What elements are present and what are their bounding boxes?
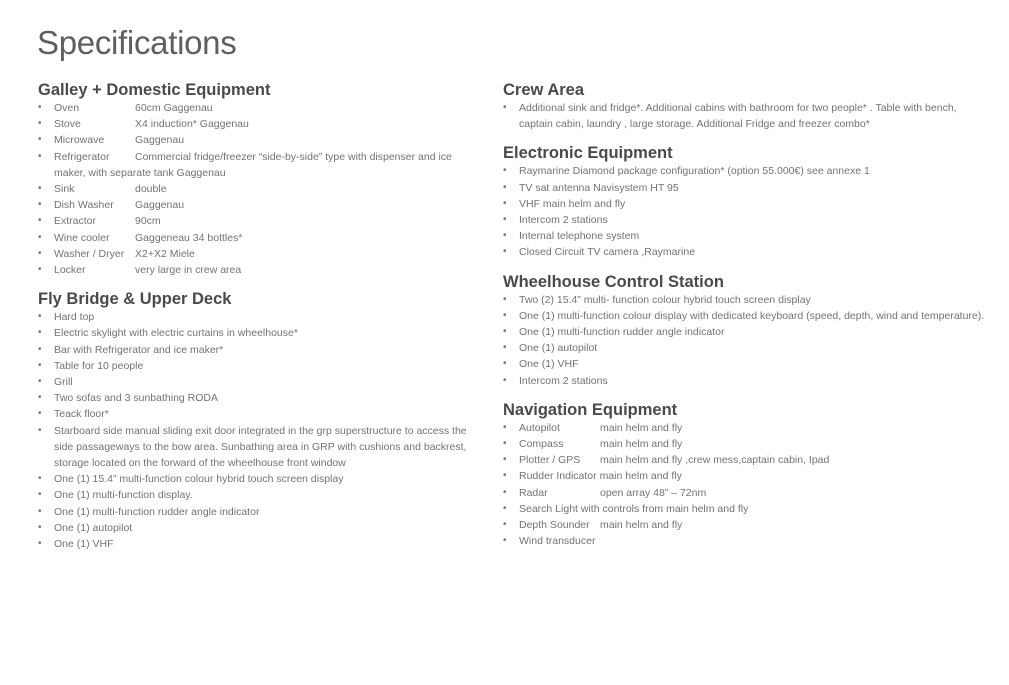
section-heading: Crew Area bbox=[503, 81, 585, 99]
list-item: • Table for 10 people bbox=[38, 358, 478, 374]
item-value: main helm and fly bbox=[600, 519, 683, 532]
list-item: • Intercom 2 stations bbox=[503, 212, 993, 228]
fly-bridge-list bbox=[38, 309, 478, 552]
item-label: Stove bbox=[54, 118, 81, 131]
item-value: 90cm bbox=[135, 215, 161, 228]
list-item: • One (1) VHF bbox=[503, 356, 993, 372]
list-item bbox=[503, 420, 993, 436]
item-label: Oven bbox=[54, 102, 80, 114]
item-label: Rudder Indicator bbox=[519, 470, 597, 483]
list-item bbox=[38, 230, 478, 246]
item-value: X2+X2 Miele bbox=[135, 247, 195, 260]
list-item bbox=[38, 100, 478, 116]
item-label: Autopilot bbox=[519, 421, 560, 434]
fly-bridge-section bbox=[38, 289, 478, 552]
item-label: Compass bbox=[519, 438, 564, 451]
list-item: • One (1) multi-function rudder angle indicator bbox=[38, 504, 478, 520]
crew-area-section bbox=[503, 80, 993, 132]
list-item: • Bar with Refrigerator and ice maker* bbox=[38, 342, 478, 358]
list-item: • Starboard side manual sliding exit door integrated in the grp superstructure to access the side passageways to the bow area. Sunbathing area in GRP with cushions and backrest, storage located on the forward of the wheelhouse front window bbox=[38, 423, 478, 472]
item-value: open array 48” – 72nm bbox=[600, 486, 707, 499]
electronic-equipment-section bbox=[503, 143, 993, 260]
list-item bbox=[38, 149, 478, 181]
item-value: 60cm Gaggenau bbox=[135, 102, 213, 114]
list-item bbox=[503, 485, 993, 501]
item-label: Sink bbox=[54, 183, 75, 196]
item-value: double bbox=[135, 183, 167, 196]
section-heading: Navigation Equipment bbox=[503, 400, 678, 419]
item-value: Commercial fridge/freezer “side-by-side” type with dispenser and ice maker, with separate tank Gaggenau bbox=[54, 150, 452, 179]
item-value: very large in crew area bbox=[135, 264, 242, 277]
left-column bbox=[38, 80, 478, 552]
item-label: Refrigerator bbox=[54, 150, 110, 163]
item-label: Microwave bbox=[54, 134, 105, 147]
navigation-equipment-section bbox=[503, 400, 993, 550]
list-item: • Hard top bbox=[38, 309, 478, 325]
list-item: • One (1) autopilot bbox=[503, 340, 993, 356]
page-title: Specifications bbox=[37, 24, 237, 61]
item-label: Radar bbox=[519, 486, 548, 499]
list-item bbox=[503, 533, 993, 549]
item-label: Wind transducer bbox=[519, 535, 596, 548]
list-item bbox=[38, 197, 478, 213]
item-value: Gaggenau bbox=[135, 134, 185, 147]
item-label: Locker bbox=[54, 264, 86, 277]
item-value: main helm and fly bbox=[600, 421, 683, 434]
item-value: with controls from main helm and fly bbox=[580, 502, 749, 515]
item-label: Plotter / GPS bbox=[519, 454, 581, 467]
list-item bbox=[38, 213, 478, 229]
item-label: Depth Sounder bbox=[519, 519, 590, 532]
item-value: main helm and fly bbox=[600, 438, 683, 451]
list-item: • Raymarine Diamond package configuration* (option 55.000€) see annexe 1 bbox=[503, 163, 993, 179]
list-item: • Closed Circuit TV camera ,Raymarine bbox=[503, 244, 993, 260]
item-label: Extractor bbox=[54, 215, 97, 228]
item-label: Wine cooler bbox=[54, 231, 110, 244]
item-label: Washer / Dryer bbox=[54, 247, 125, 260]
list-item: • Teack floor* bbox=[38, 406, 478, 422]
list-item: • One (1) multi-function display. bbox=[38, 487, 478, 503]
section-heading: Wheelhouse Control Station bbox=[503, 272, 724, 291]
list-item: • Intercom 2 stations bbox=[503, 373, 993, 389]
list-item: • Internal telephone system bbox=[503, 228, 993, 244]
section-heading: Galley + Domestic Equipment bbox=[38, 81, 271, 99]
item-label: Dish Washer bbox=[54, 199, 114, 212]
galley-list bbox=[38, 100, 478, 278]
wheelhouse-list bbox=[503, 292, 993, 389]
galley-section bbox=[38, 80, 478, 278]
list-item: • One (1) VHF bbox=[38, 536, 478, 552]
item-value: Gaggeneau 34 bottles* bbox=[135, 231, 243, 244]
right-column bbox=[503, 80, 993, 549]
list-item: • Electric skylight with electric curtains in wheelhouse* bbox=[38, 325, 478, 341]
navigation-list bbox=[503, 420, 993, 550]
section-heading: Electronic Equipment bbox=[503, 144, 673, 163]
item-value: X4 induction* Gaggenau bbox=[135, 118, 249, 131]
list-item: • One (1) 15.4” multi-function colour hybrid touch screen display bbox=[38, 471, 478, 487]
list-item: • Grill bbox=[38, 374, 478, 390]
list-item bbox=[503, 436, 993, 452]
list-item: • One (1) autopilot bbox=[38, 520, 478, 536]
list-item bbox=[503, 468, 993, 484]
item-value: main helm and fly ,crew mess,captain cabin, Ipad bbox=[600, 454, 830, 467]
list-item bbox=[503, 517, 993, 533]
list-item bbox=[503, 501, 993, 517]
section-heading: Fly Bridge & Upper Deck bbox=[38, 290, 232, 309]
electronic-equipment-list bbox=[503, 163, 993, 260]
list-item bbox=[38, 246, 478, 262]
wheelhouse-section bbox=[503, 272, 993, 389]
list-item: • TV sat antenna Navisystem HT 95 bbox=[503, 180, 993, 196]
item-value: Gaggenau bbox=[135, 199, 185, 212]
item-value: main helm and fly bbox=[599, 470, 682, 483]
list-item: • Two (2) 15.4” multi- function colour hybrid touch screen display bbox=[503, 292, 993, 308]
list-item bbox=[38, 181, 478, 197]
list-item: • One (1) multi-function colour display with dedicated keyboard (speed, depth, wind and temperature). bbox=[503, 308, 993, 324]
list-item: • One (1) multi-function rudder angle indicator bbox=[503, 324, 993, 340]
list-item bbox=[38, 262, 478, 278]
list-item: • Additional sink and fridge*. Additional cabins with bathroom for two people* . Table with bench, captain cabin, laundry , large storage. Additional Fridge and freezer combo* bbox=[503, 100, 993, 132]
list-item bbox=[503, 452, 993, 468]
list-item: • Two sofas and 3 sunbathing RODA bbox=[38, 390, 478, 406]
crew-area-list bbox=[503, 100, 993, 132]
item-label: Search Light bbox=[519, 502, 578, 515]
list-item bbox=[38, 116, 478, 132]
list-item: • VHF main helm and fly bbox=[503, 196, 993, 212]
list-item bbox=[38, 132, 478, 148]
